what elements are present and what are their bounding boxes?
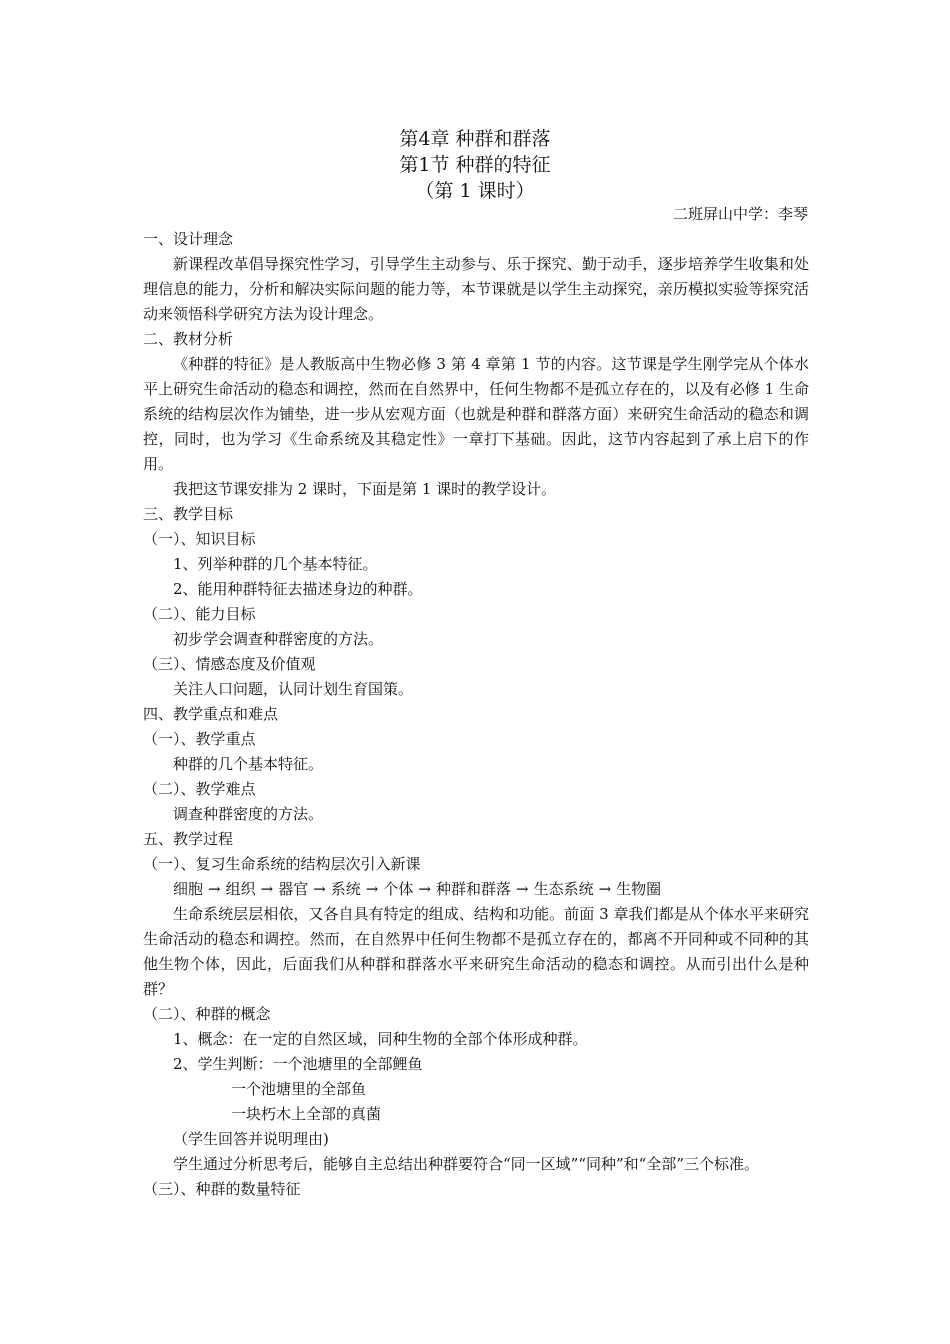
life-system-hierarchy <box>143 877 809 902</box>
list-item: 2、能用种群特征去描述身边的种群。 <box>173 580 423 598</box>
subheading-quantity-features: （三）、种群的数量特征 <box>143 1180 301 1198</box>
arrow-icon: → <box>208 880 221 898</box>
arrow-icon: → <box>418 880 431 898</box>
arrow-icon: → <box>260 880 274 898</box>
list-item: 一块朽木上全部的真菌 <box>231 1105 382 1123</box>
paragraph-material-analysis: 《种群的特征》是人教版高中生物必修 3 第 4 章第 1 节的内容。这节课是学生刚学完从个体水平上研究生命活动的稳态和调控，然而在自然界中，任何生物都不是孤立存在的，以及有必修 1 生命系统的结构层次作为铺垫，进一步从宏观方面（也就是种群和群落方面）来研究生命活动的稳态和调控，同时，也为学习《生命系统及其稳定性》一章打下基础。因此，这节内容起到了承上启下的作用。 <box>143 355 809 473</box>
paragraph-lesson-arrangement: 我把这节课安排为 2 课时，下面是第 1 课时的教学设计。 <box>173 480 557 498</box>
arrow-icon: → <box>313 880 326 898</box>
paragraph-population-criteria: 学生通过分析思考后，能够自主总结出种群要符合“同一区域”“同种”和“全部”三个标准。 <box>173 1155 760 1173</box>
subheading-key-point: （一）、教学重点 <box>143 730 256 748</box>
flow-item: 种群和群落 <box>435 880 511 898</box>
heading-key-points: 四、教学重点和难点 <box>143 705 279 723</box>
heading-teaching-goals: 三、教学目标 <box>143 505 234 523</box>
chapter-title: 第4章 种群和群落 <box>399 128 551 150</box>
flow-item: 生物圈 <box>616 880 662 898</box>
subheading-difficulty: （二）、教学难点 <box>143 780 256 798</box>
heading-material-analysis: 二、教材分析 <box>143 330 234 348</box>
heading-teaching-process: 五、教学过程 <box>143 830 234 848</box>
flow-item: 组织 <box>225 880 256 898</box>
section-title: 第1节 种群的特征 <box>399 154 551 176</box>
paragraph-review: 生命系统层层相依，又各自具有特定的组成、结构和功能。前面 3 章我们都是从个体水平来研究生命活动的稳态和调控。然而，在自然界中任何生物都不是孤立存在的，都离不开同种或不同种的其他生物个体，因此，后面我们从种群和群落水平来研究生命活动的稳态和调控。从而引出什么是种群？ <box>143 905 809 998</box>
list-item: 一个池塘里的全部鱼 <box>231 1080 367 1098</box>
list-item: 种群的几个基本特征。 <box>173 755 324 773</box>
subheading-review: （一）、复习生命系统的结构层次引入新课 <box>143 855 421 873</box>
author-line: 二班屏山中学：李琴 <box>672 205 808 223</box>
arrow-icon: → <box>515 880 529 898</box>
flow-item: 个体 <box>383 880 414 898</box>
list-item: 调查种群密度的方法。 <box>173 805 324 823</box>
subheading-ability-goals: （二）、能力目标 <box>143 605 256 623</box>
list-item: 1、列举种群的几个基本特征。 <box>173 555 378 573</box>
subheading-attitude-values: （三）、情感态度及价值观 <box>143 655 316 673</box>
subheading-knowledge-goals: （一）、知识目标 <box>143 530 256 548</box>
document-body <box>143 227 809 1202</box>
flow-item: 系统 <box>330 880 361 898</box>
list-item: （学生回答并说明理由) <box>173 1130 329 1148</box>
flow-item: 器官 <box>278 880 309 898</box>
list-item: 初步学会调查种群密度的方法。 <box>173 630 384 648</box>
subheading-population-concept: （二）、种群的概念 <box>143 1005 271 1023</box>
heading-design-concept: 一、设计理念 <box>143 230 234 248</box>
flow-item: 细胞 <box>173 880 204 898</box>
paragraph-design-concept: 新课程改革倡导探究性学习，引导学生主动参与、乐于探究、勤于动手，逐步培养学生收集和处理信息的能力，分析和解决实际问题的能力等，本节课就是以学生主动探究，亲历模拟实验等探究活动来领悟科学研究方法为设计理念。 <box>143 255 809 323</box>
list-item: 关注人口问题，认同计划生育国策。 <box>173 680 414 698</box>
lesson-number: （第 1 课时） <box>415 180 535 202</box>
flow-item: 生态系统 <box>533 880 594 898</box>
list-item: 1、概念：在一定的自然区域，同种生物的全部个体形成种群。 <box>173 1030 588 1048</box>
list-item: 2、学生判断：一个池塘里的全部鲤鱼 <box>173 1055 423 1073</box>
arrow-icon: → <box>598 880 612 898</box>
arrow-icon: → <box>365 880 379 898</box>
